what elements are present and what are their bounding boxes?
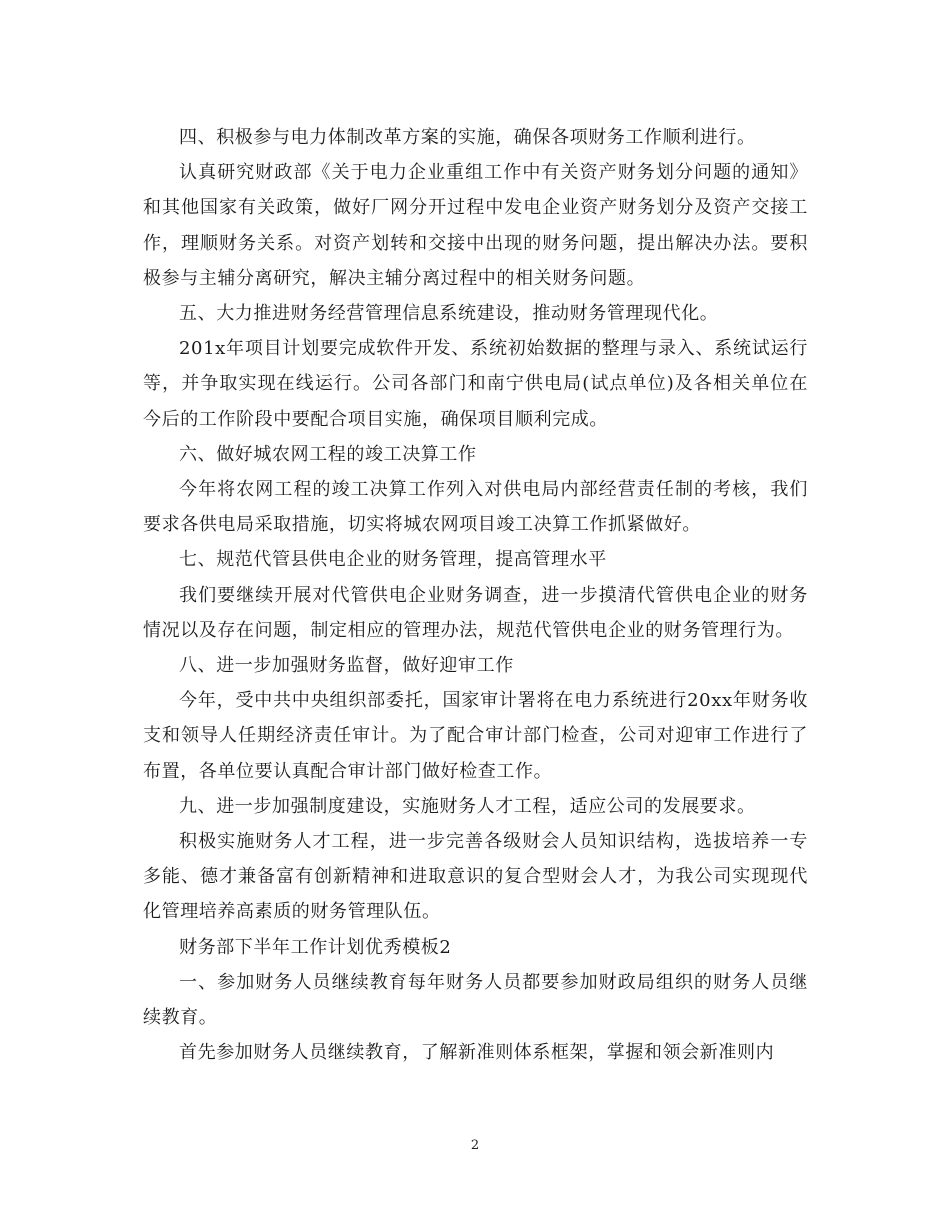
paragraph: 积极实施财务人才工程，进一步完善各级财会人员知识结构，选拔培养一专多能、德才兼备富有创新精神和进取意识的复合型财会人才，为我公司实现现代化管理培养高素质的财务管理队伍。	[143, 831, 808, 923]
section-heading-1: 一、参加财务人员继续教育每年财务人员都要参加财政局组织的财务人员继续教育。	[143, 971, 808, 1029]
document-body	[143, 120, 808, 1070]
paragraph: 今年将农网工程的竣工决算工作列入对供电局内部经营责任制的考核，我们要求各供电局采取措施，切实将城农网项目竣工决算工作抓紧做好。	[143, 479, 808, 536]
paragraph: 今年，受中共中央组织部委托，国家审计署将在电力系统进行20xx年财务收支和领导人任期经济责任审计。为了配合审计部门检查，公司对迎审工作进行了布置，各单位要认真配合审计部门做好检查工作。	[143, 690, 808, 782]
paragraph: 认真研究财政部《关于电力企业重组工作中有关资产财务划分问题的通知》和其他国家有关政策，做好厂网分开过程中发电企业资产财务划分及资产交接工作，理顺财务关系。对资产划转和交接中出现的财务问题，提出解决办法。要积极参与主辅分离研究，解决主辅分离过程中的相关财务问题。	[143, 162, 808, 289]
page-number: 2	[470, 1138, 480, 1153]
paragraph: 我们要继续开展对代管供电企业财务调查，进一步摸清代管供电企业的财务情况以及存在问题，制定相应的管理办法，规范代管供电企业的财务管理行为。	[143, 584, 808, 641]
paragraph: 201x年项目计划要完成软件开发、系统初始数据的整理与录入、系统试运行等，并争取实现在线运行。公司各部门和南宁供电局(试点单位)及各相关单位在今后的工作阶段中要配合项目实施，确保项目顺利完成。	[143, 338, 808, 430]
section-heading-5: 五、大力推进财务经营管理信息系统建设，推动财务管理现代化。	[179, 303, 719, 325]
section-heading-9: 九、进一步加强制度建设，实施财务人才工程，适应公司的发展要求。	[179, 795, 756, 817]
paragraph: 首先参加财务人员继续教育，了解新准则体系框架，掌握和领会新准则内	[179, 1042, 775, 1064]
section-heading-7: 七、规范代管县供电企业的财务管理，提高管理水平	[179, 549, 607, 571]
section-heading-4: 四、积极参与电力体制改革方案的实施，确保各项财务工作顺利进行。	[179, 127, 756, 148]
section-heading-8: 八、进一步加强财务监督，做好迎审工作	[179, 655, 514, 677]
section-heading-6: 六、做好城农网工程的竣工决算工作	[179, 443, 477, 465]
template-title: 财务部下半年工作计划优秀模板2	[179, 936, 452, 958]
